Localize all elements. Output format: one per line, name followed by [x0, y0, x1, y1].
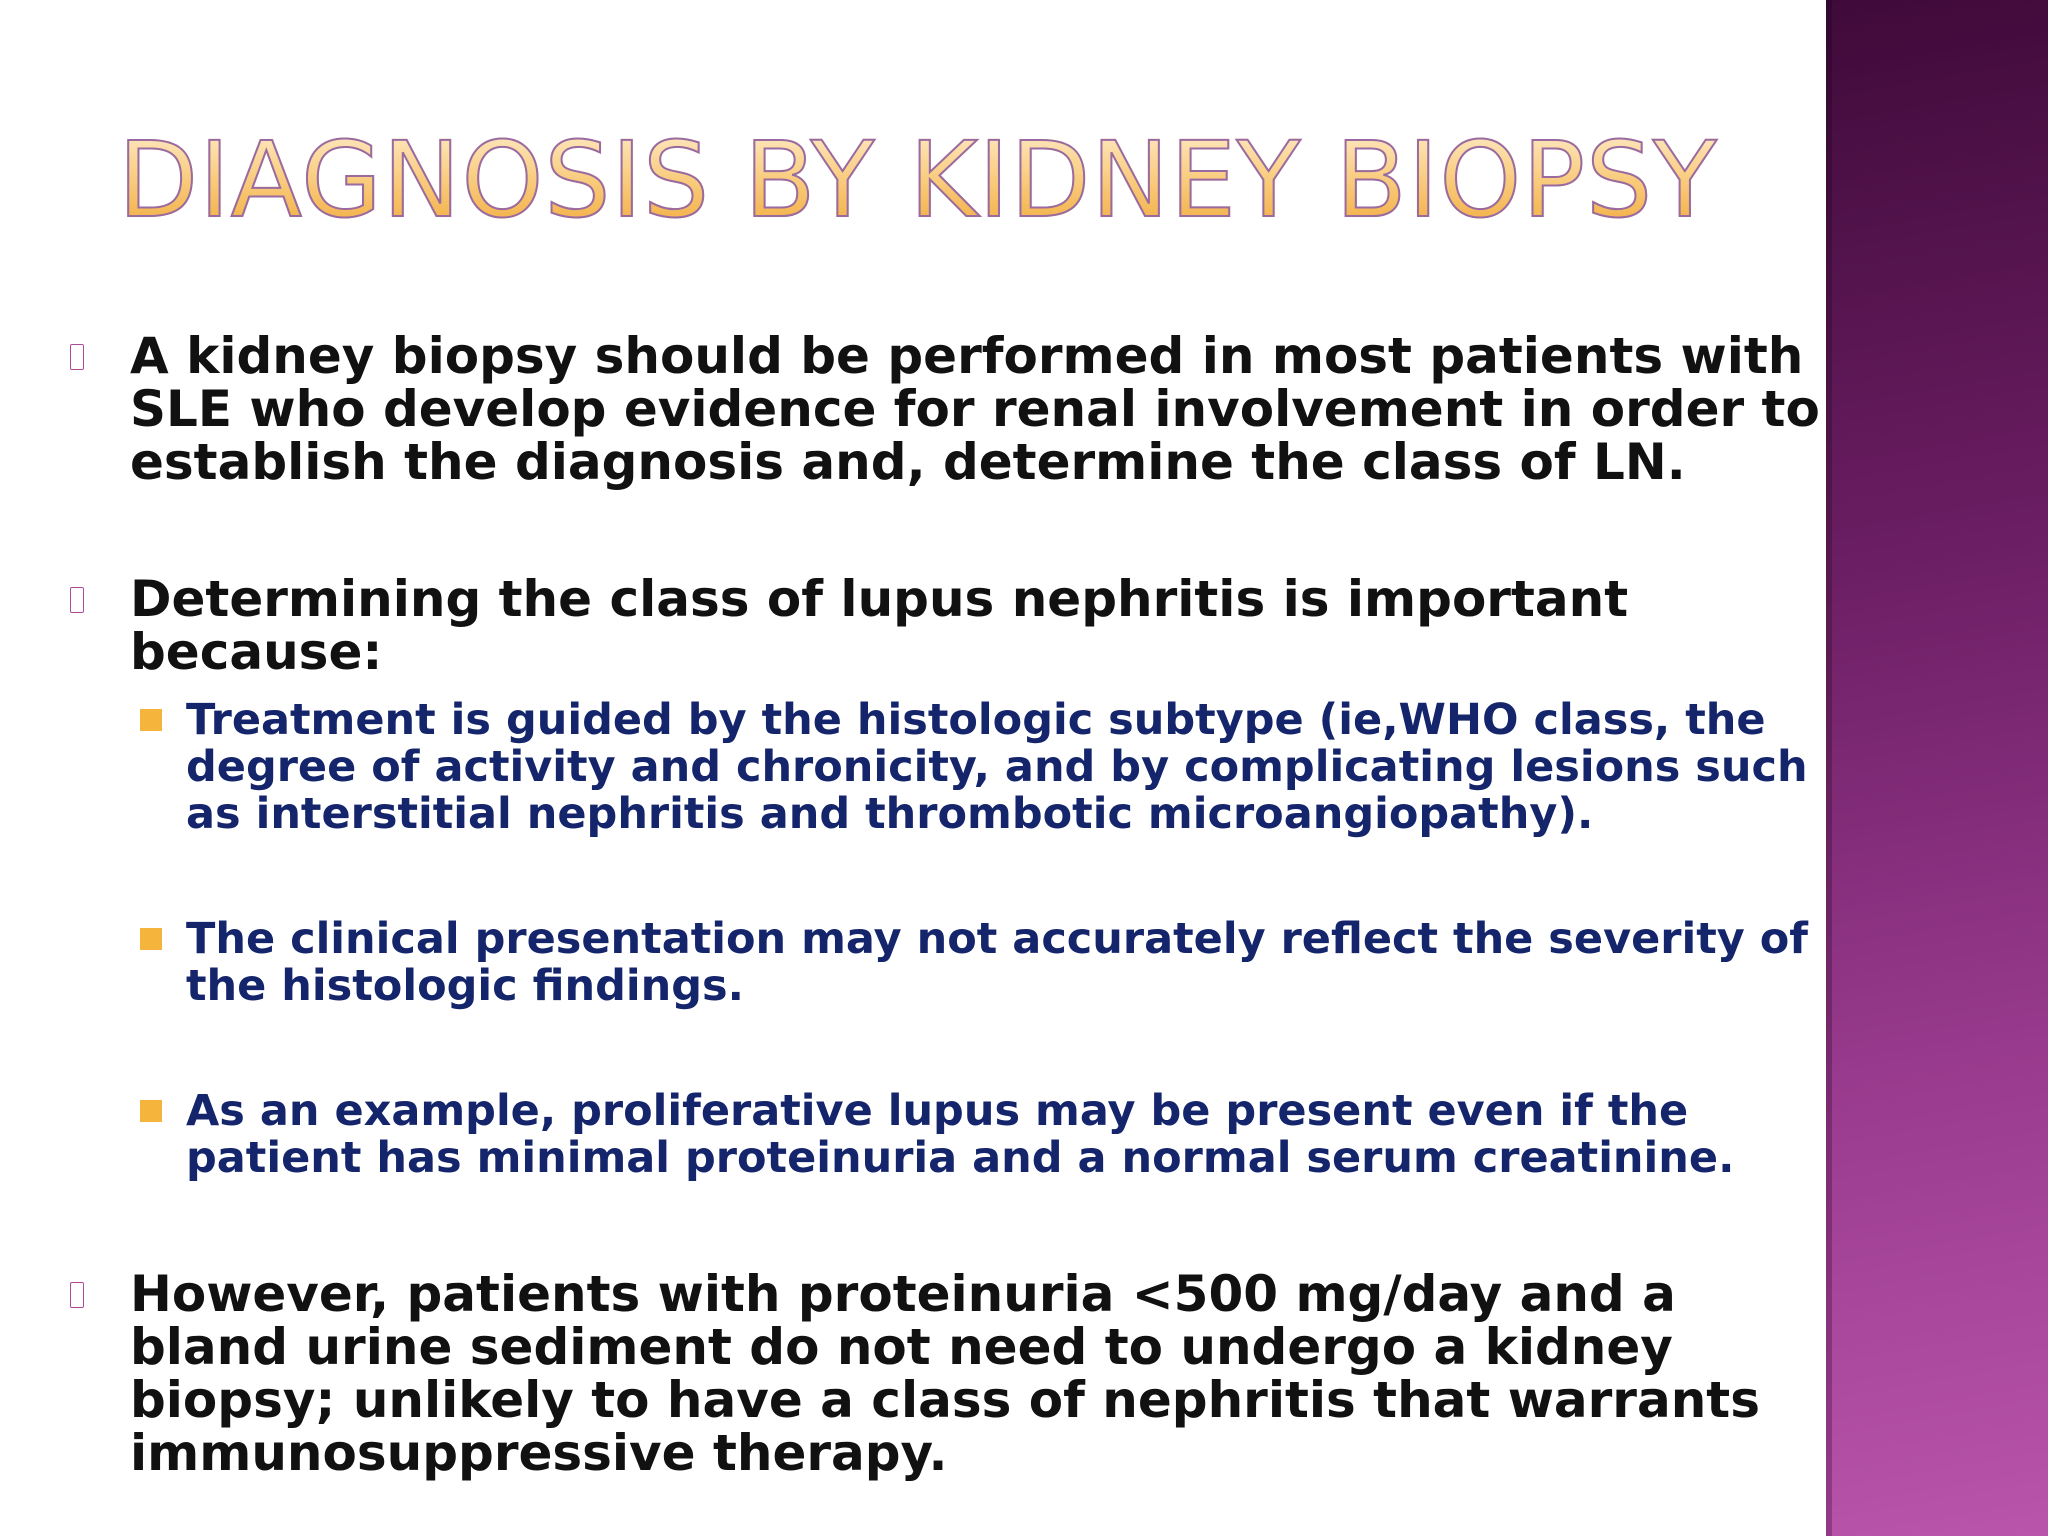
outlined-rectangle-bullet-icon [70, 1282, 84, 1308]
decorative-side-band [1826, 0, 2048, 1536]
sub-bullet-text: The clinical presentation may not accurately reflect the severity of the histologic findings. [186, 914, 1809, 1011]
slide-title: DIAGNOSIS BY KIDNEY BIOPSY [118, 119, 1718, 241]
bullet-text: A kidney biopsy should be performed in most patients with SLE who develop evidence for renal involvement in order to establish the diagnosis and, determine the class of LN. [130, 327, 1820, 491]
slide-content [70, 327, 1820, 1482]
bullet-text: However, patients with proteinuria <500 mg/day and a bland urine sediment do not need to undergo a kidney biopsy; unlikely to have a class of nephritis that warrants immunosuppressive therapy. [130, 1265, 1760, 1482]
filled-square-bullet-icon [140, 928, 162, 950]
sub-bullet-clinical-presentation [186, 916, 1820, 1010]
outlined-rectangle-bullet-icon [70, 344, 84, 370]
bullet-text: Determining the class of lupus nephritis is important because: [130, 570, 1629, 681]
filled-square-bullet-icon [140, 1100, 162, 1122]
bullet-biopsy-exception [70, 1265, 1820, 1482]
filled-square-bullet-icon [140, 709, 162, 731]
outlined-rectangle-bullet-icon [70, 587, 84, 613]
sub-bullet-text: As an example, proliferative lupus may be present even if the patient has minimal proteinuria and a normal serum creatinine. [186, 1086, 1735, 1183]
sub-bullet-text: Treatment is guided by the histologic subtype (ie,WHO class, the degree of activity and chronicity, and by complicating lesions such as interstitial nephritis and thrombotic microangiopathy). [186, 695, 1808, 839]
sub-bullet-treatment [186, 697, 1820, 838]
bullet-class-importance [70, 570, 1820, 681]
bullet-biopsy-recommendation [70, 327, 1820, 491]
sub-bullet-example [186, 1088, 1820, 1182]
